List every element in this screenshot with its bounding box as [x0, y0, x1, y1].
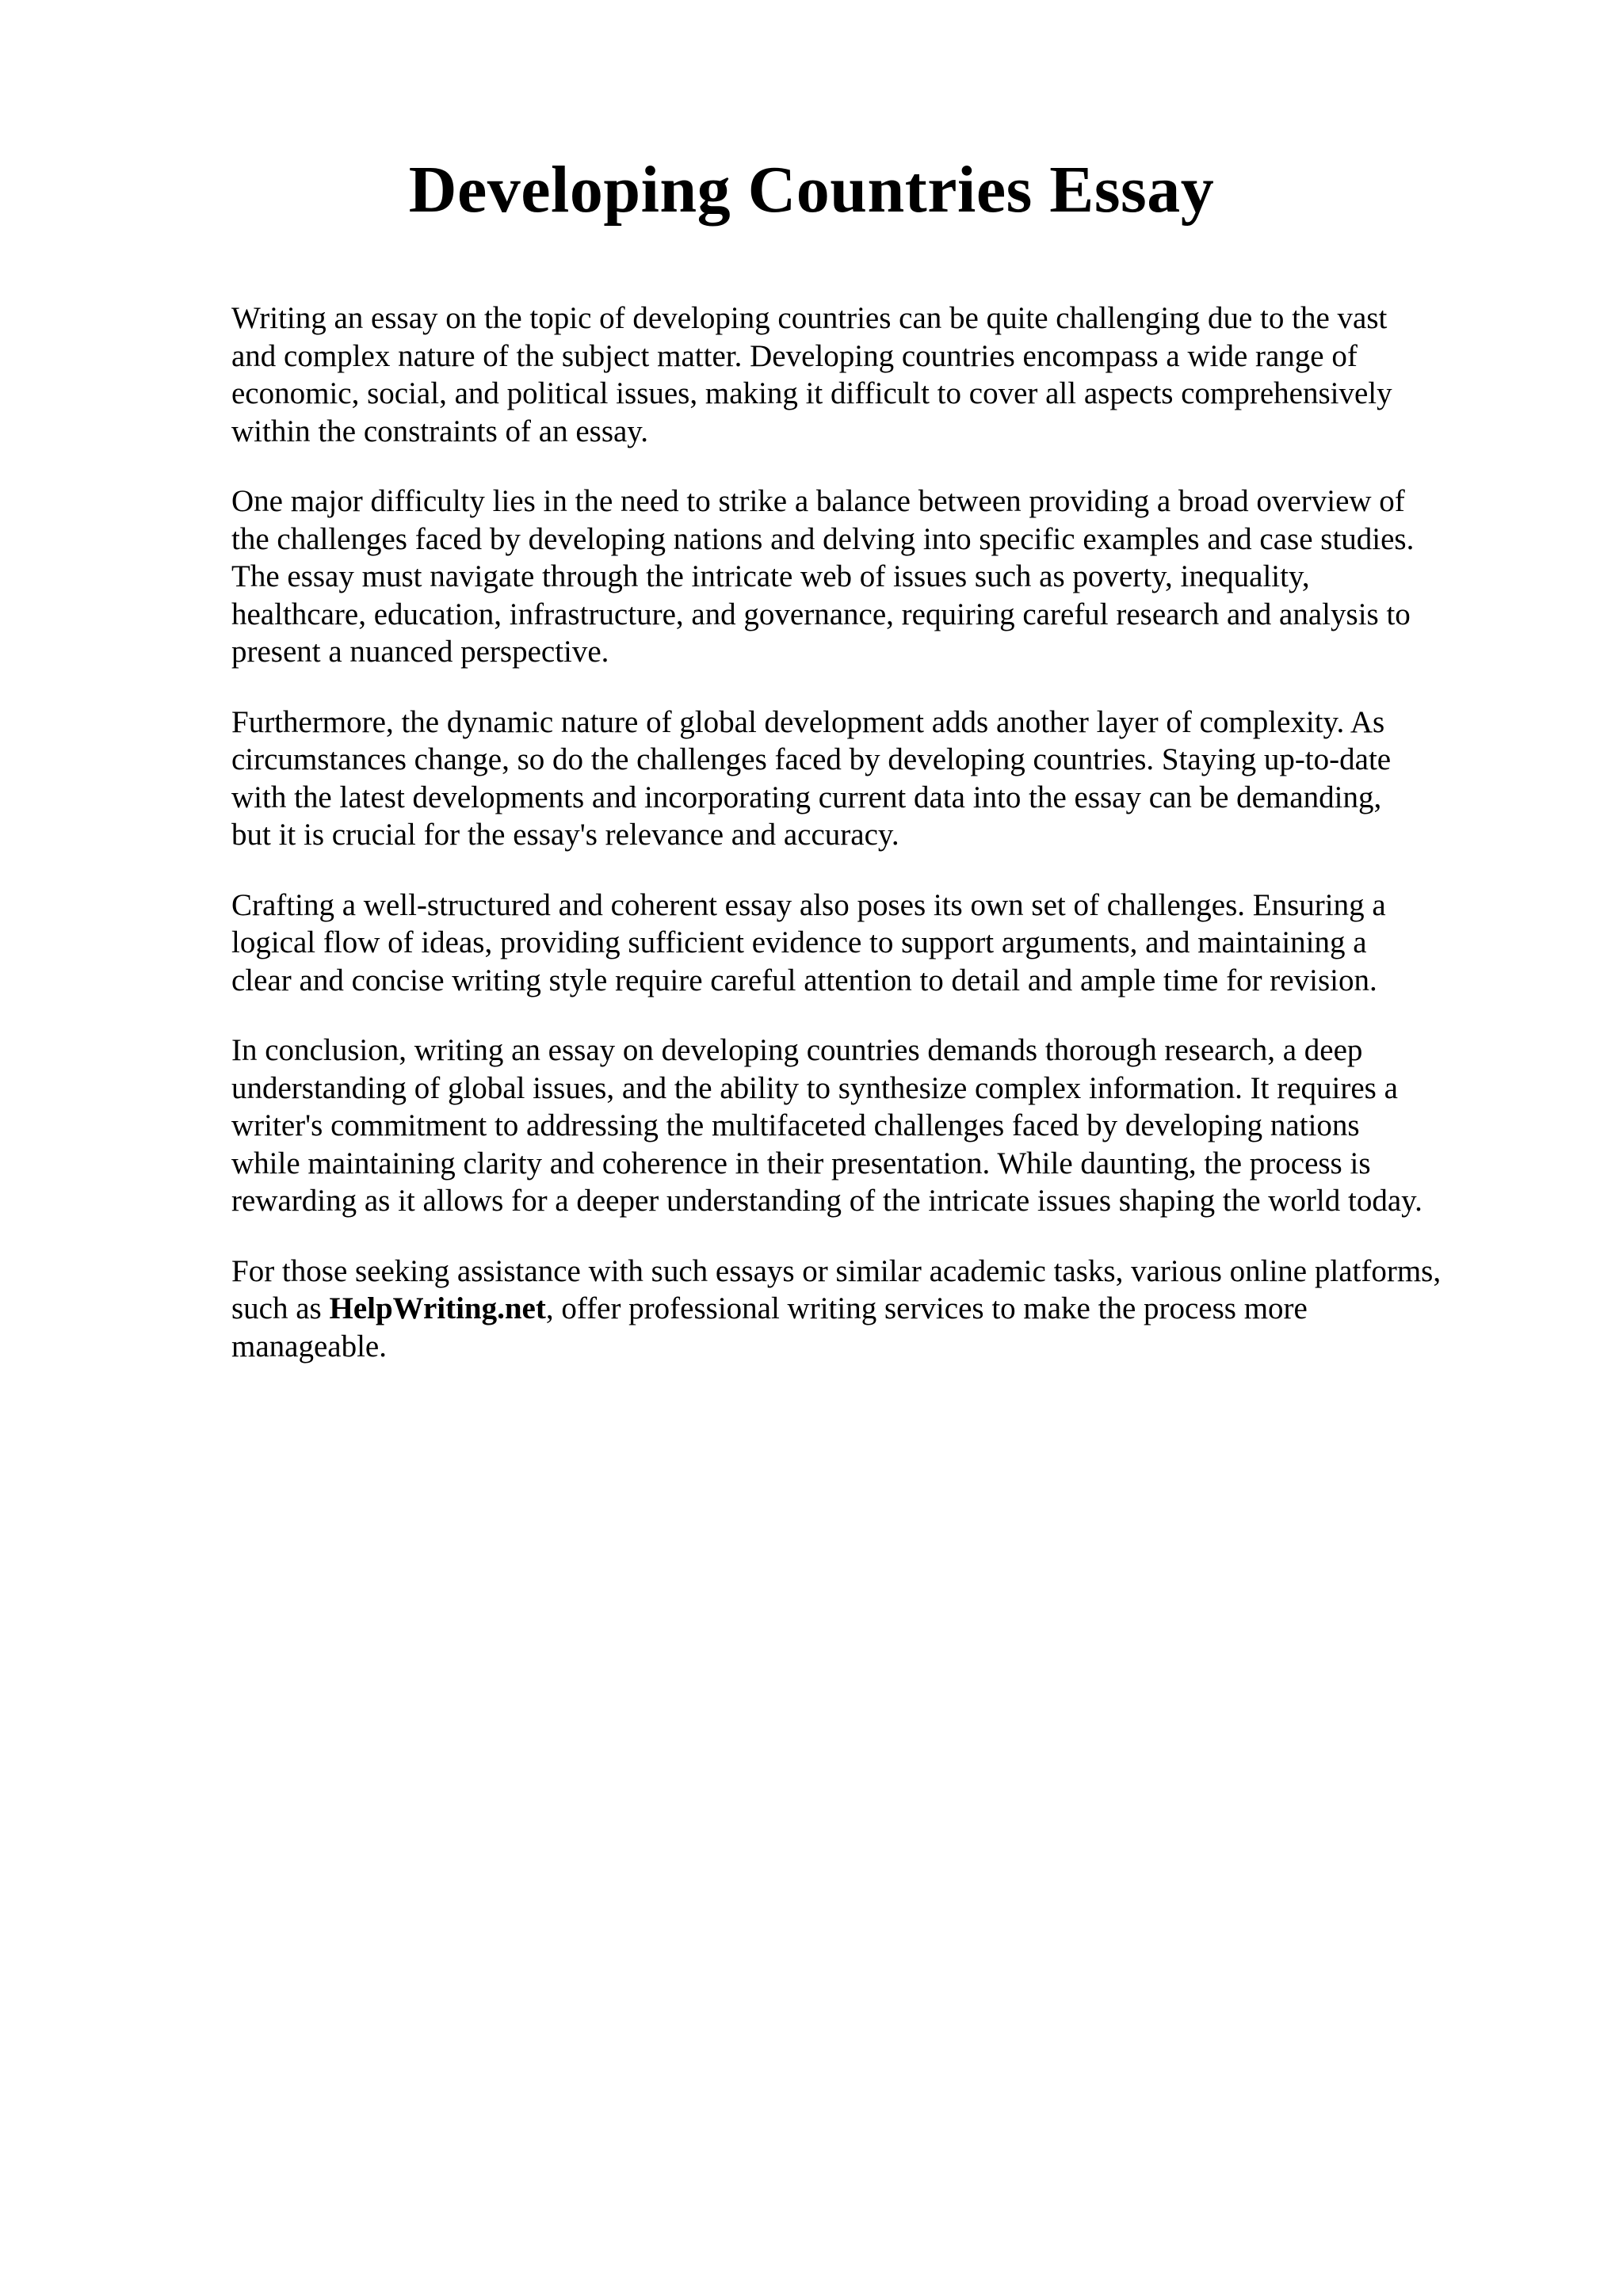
paragraph-closing	[231, 1253, 1531, 1366]
document-title: Developing Countries Essay	[408, 153, 1215, 227]
paragraph-intro: Writing an essay on the topic of developing countries can be quite challenging due to the vast and complex nature of the subject matter. Developing countries encompass a wide range of economic, social, and political issues, making it difficult to cover all aspects comprehensively within the constraints of an essay.	[231, 301, 1392, 448]
brand-name: HelpWriting.net	[329, 1291, 546, 1325]
document-body	[231, 299, 1531, 1398]
paragraph-dynamic-nature: Furthermore, the dynamic nature of global development adds another layer of complexity. As circumstances change, so do the challenges faced by developing countries. Staying up-to-date with the latest developments and incorporating current data into the essay can be demanding, but it is crucial for the essay's relevance and accuracy.	[231, 704, 1392, 852]
paragraph-structure: Crafting a well-structured and coherent essay also poses its own set of challenges. Ensuring a logical flow of ideas, providing sufficient evidence to support arguments, and maintaining a clear and concise writing style require careful attention to detail and ample time for revision.	[231, 887, 1386, 997]
closing-text-before: For those seeking assistance with such essays or similar academic tasks, various online platforms, such as	[231, 1253, 1442, 1325]
paragraph-difficulty: One major difficulty lies in the need to strike a balance between providing a broad overview of the challenges faced by developing nations and delving into specific examples and case studies. The essay must navigate through the intricate web of issues such as poverty, inequality, healthcare, education, infrastructure, and governance, requiring careful research and analysis to present a nuanced perspective.	[231, 484, 1415, 669]
paragraph-conclusion: In conclusion, writing an essay on developing countries demands thorough research, a deep understanding of global issues, and the ability to synthesize complex information. It requires a writer's commitment to addressing the multifaceted challenges faced by developing nations while maintaining clarity and coherence in their presentation. While daunting, the process is rewarding as it allows for a deeper understanding of the intricate issues shaping the world today.	[231, 1033, 1423, 1218]
closing-text-after: , offer professional writing services to make the process more manageable.	[231, 1291, 1308, 1363]
